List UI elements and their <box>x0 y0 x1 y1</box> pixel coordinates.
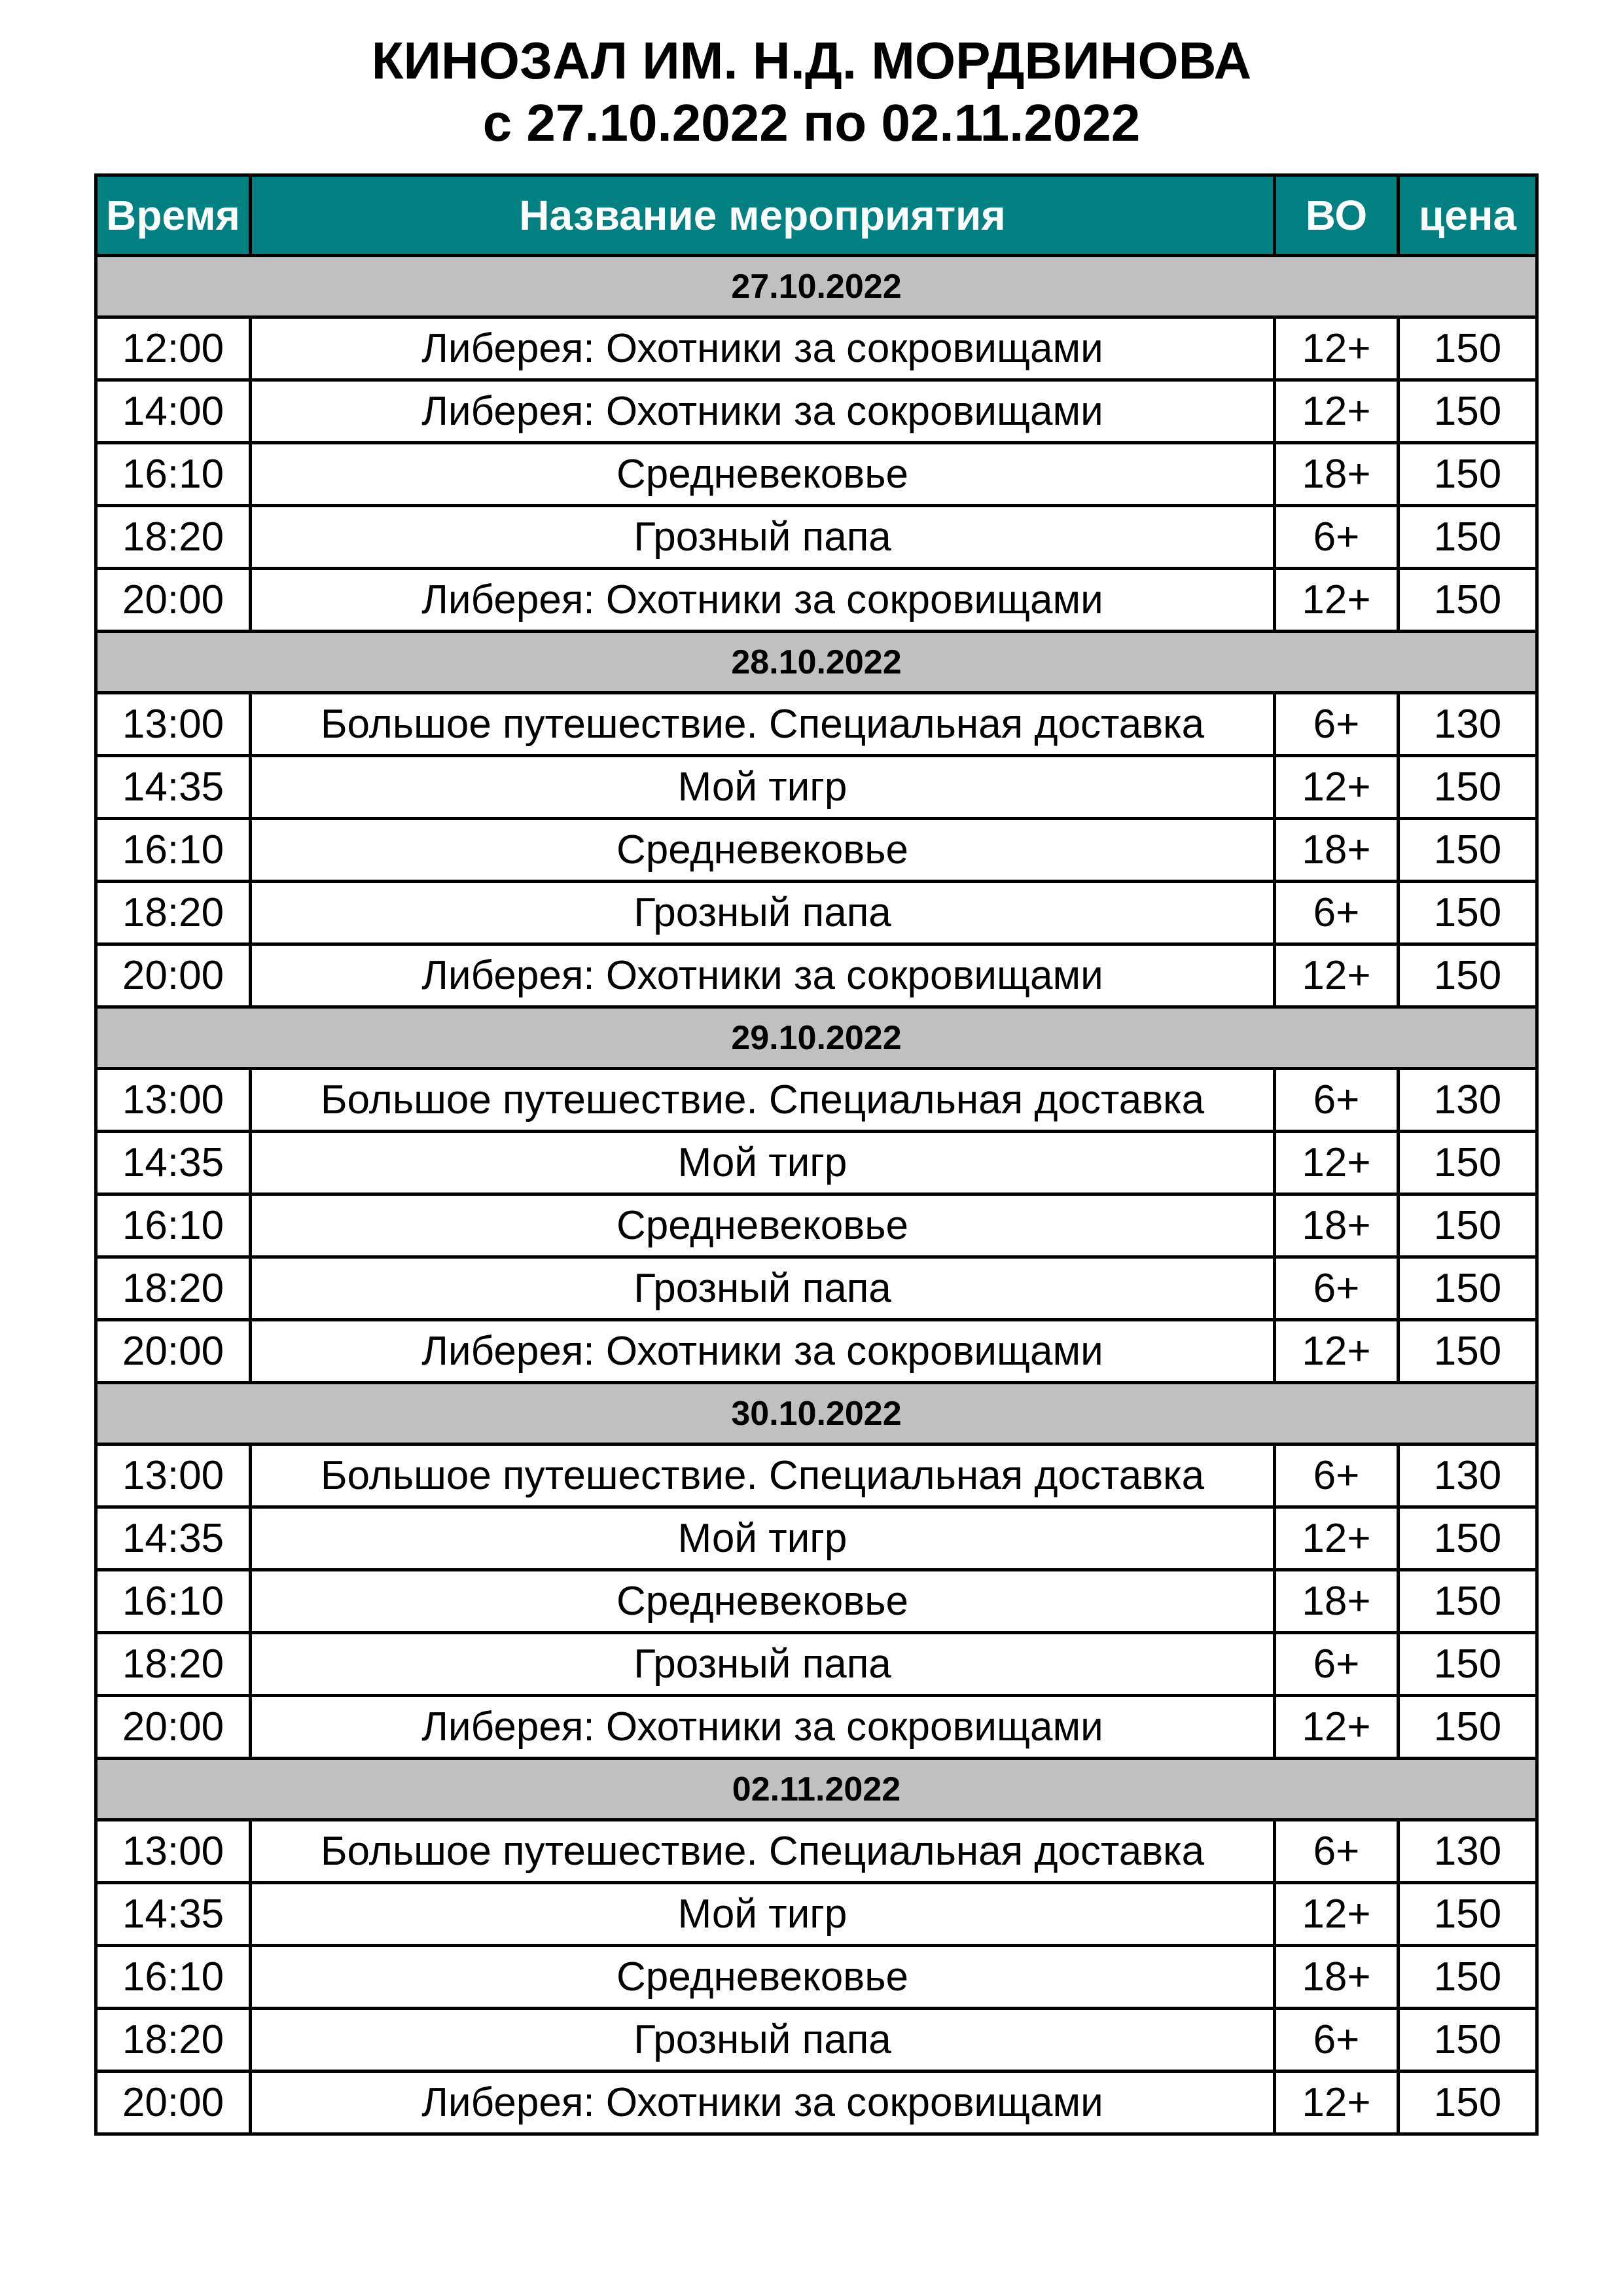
cell-age-rating: 12+ <box>1275 2072 1399 2134</box>
cell-price: 150 <box>1399 569 1537 632</box>
table-header-row <box>96 175 1537 256</box>
cell-event-name: Грозный папа <box>251 882 1275 944</box>
cell-price: 150 <box>1399 1633 1537 1696</box>
cell-price: 150 <box>1399 1946 1537 2009</box>
cell-price: 150 <box>1399 317 1537 380</box>
cell-price: 150 <box>1399 1194 1537 1257</box>
cell-age-rating: 18+ <box>1275 1570 1399 1633</box>
table-row <box>96 1257 1537 1320</box>
table-row <box>96 756 1537 819</box>
cell-age-rating: 12+ <box>1275 1320 1399 1383</box>
cell-time: 18:20 <box>96 2009 251 2072</box>
cell-age-rating: 18+ <box>1275 819 1399 882</box>
cell-time: 14:00 <box>96 380 251 443</box>
header-price: цена <box>1399 175 1537 256</box>
cell-age-rating: 6+ <box>1275 1257 1399 1320</box>
cell-time: 14:35 <box>96 1132 251 1194</box>
header-age-rating: ВО <box>1275 175 1399 256</box>
date-cell: 02.11.2022 <box>96 1759 1537 1820</box>
date-row <box>96 1383 1537 1444</box>
cell-price: 150 <box>1399 756 1537 819</box>
cell-age-rating: 6+ <box>1275 693 1399 756</box>
cell-time: 13:00 <box>96 693 251 756</box>
date-cell: 28.10.2022 <box>96 632 1537 693</box>
cell-price: 150 <box>1399 1570 1537 1633</box>
table-row <box>96 2072 1537 2134</box>
date-cell: 30.10.2022 <box>96 1383 1537 1444</box>
cell-time: 13:00 <box>96 1069 251 1132</box>
schedule-body <box>96 256 1537 2134</box>
cell-age-rating: 6+ <box>1275 1820 1399 1883</box>
table-row <box>96 882 1537 944</box>
cell-price: 150 <box>1399 1696 1537 1759</box>
cell-time: 18:20 <box>96 1257 251 1320</box>
cell-time: 18:20 <box>96 506 251 569</box>
table-row <box>96 569 1537 632</box>
cell-price: 150 <box>1399 1320 1537 1383</box>
cell-price: 150 <box>1399 882 1537 944</box>
table-row <box>96 1132 1537 1194</box>
cell-time: 16:10 <box>96 819 251 882</box>
table-row <box>96 944 1537 1007</box>
date-row <box>96 256 1537 317</box>
table-row <box>96 443 1537 506</box>
cell-price: 150 <box>1399 944 1537 1007</box>
cell-time: 20:00 <box>96 569 251 632</box>
cell-time: 16:10 <box>96 1194 251 1257</box>
table-row <box>96 1194 1537 1257</box>
cell-event-name: Грозный папа <box>251 506 1275 569</box>
cell-age-rating: 6+ <box>1275 882 1399 944</box>
cell-event-name: Большое путешествие. Специальная доставка <box>251 1069 1275 1132</box>
table-row <box>96 1570 1537 1633</box>
cell-event-name: Большое путешествие. Специальная доставка <box>251 1444 1275 1507</box>
cell-event-name: Грозный папа <box>251 1633 1275 1696</box>
cell-age-rating: 12+ <box>1275 756 1399 819</box>
cell-price: 130 <box>1399 1820 1537 1883</box>
cell-age-rating: 18+ <box>1275 443 1399 506</box>
cell-event-name: Либерея: Охотники за сокровищами <box>251 569 1275 632</box>
table-row <box>96 380 1537 443</box>
page-title <box>0 29 1623 154</box>
table-row <box>96 1883 1537 1946</box>
cell-age-rating: 12+ <box>1275 1507 1399 1570</box>
cell-price: 150 <box>1399 2072 1537 2134</box>
cell-event-name: Либерея: Охотники за сокровищами <box>251 317 1275 380</box>
cell-event-name: Либерея: Охотники за сокровищами <box>251 944 1275 1007</box>
cell-price: 150 <box>1399 1132 1537 1194</box>
cell-age-rating: 6+ <box>1275 1069 1399 1132</box>
cell-event-name: Средневековье <box>251 1946 1275 2009</box>
cell-time: 13:00 <box>96 1444 251 1507</box>
title-line-2: с 27.10.2022 по 02.11.2022 <box>482 94 1141 152</box>
cell-age-rating: 18+ <box>1275 1194 1399 1257</box>
table-row <box>96 1320 1537 1383</box>
cell-price: 150 <box>1399 443 1537 506</box>
cell-event-name: Большое путешествие. Специальная доставка <box>251 693 1275 756</box>
schedule-table <box>94 173 1539 2136</box>
cell-time: 12:00 <box>96 317 251 380</box>
date-row <box>96 632 1537 693</box>
cell-age-rating: 6+ <box>1275 1633 1399 1696</box>
cell-age-rating: 12+ <box>1275 380 1399 443</box>
table-row <box>96 1633 1537 1696</box>
cell-event-name: Либерея: Охотники за сокровищами <box>251 1696 1275 1759</box>
cell-time: 16:10 <box>96 1570 251 1633</box>
table-row <box>96 1507 1537 1570</box>
cell-age-rating: 12+ <box>1275 1696 1399 1759</box>
cell-event-name: Грозный папа <box>251 1257 1275 1320</box>
cell-price: 130 <box>1399 1444 1537 1507</box>
table-row <box>96 1820 1537 1883</box>
cell-price: 150 <box>1399 2009 1537 2072</box>
cell-age-rating: 12+ <box>1275 1132 1399 1194</box>
cell-age-rating: 6+ <box>1275 1444 1399 1507</box>
cell-event-name: Грозный папа <box>251 2009 1275 2072</box>
cell-age-rating: 18+ <box>1275 1946 1399 2009</box>
header-time: Время <box>96 175 251 256</box>
cell-time: 14:35 <box>96 1883 251 1946</box>
cell-time: 16:10 <box>96 443 251 506</box>
table-row <box>96 1069 1537 1132</box>
table-row <box>96 317 1537 380</box>
cell-age-rating: 12+ <box>1275 1883 1399 1946</box>
cell-price: 130 <box>1399 1069 1537 1132</box>
cell-price: 150 <box>1399 1883 1537 1946</box>
cell-event-name: Средневековье <box>251 1194 1275 1257</box>
cell-time: 13:00 <box>96 1820 251 1883</box>
cell-price: 150 <box>1399 380 1537 443</box>
cell-event-name: Средневековье <box>251 819 1275 882</box>
cell-age-rating: 12+ <box>1275 569 1399 632</box>
cell-time: 20:00 <box>96 944 251 1007</box>
cell-event-name: Средневековье <box>251 443 1275 506</box>
cell-time: 20:00 <box>96 2072 251 2134</box>
cell-time: 14:35 <box>96 1507 251 1570</box>
cell-event-name: Либерея: Охотники за сокровищами <box>251 1320 1275 1383</box>
cell-price: 150 <box>1399 506 1537 569</box>
cell-time: 18:20 <box>96 882 251 944</box>
date-row <box>96 1007 1537 1069</box>
cell-event-name: Мой тигр <box>251 1132 1275 1194</box>
date-cell: 29.10.2022 <box>96 1007 1537 1069</box>
cell-event-name: Мой тигр <box>251 1883 1275 1946</box>
title-line-1: КИНОЗАЛ ИМ. Н.Д. МОРДВИНОВА <box>371 31 1252 90</box>
table-row <box>96 693 1537 756</box>
cell-price: 150 <box>1399 1257 1537 1320</box>
cell-event-name: Средневековье <box>251 1570 1275 1633</box>
table-row <box>96 1696 1537 1759</box>
table-row <box>96 819 1537 882</box>
table-row <box>96 506 1537 569</box>
cell-time: 14:35 <box>96 756 251 819</box>
cell-age-rating: 12+ <box>1275 317 1399 380</box>
cell-event-name: Либерея: Охотники за сокровищами <box>251 2072 1275 2134</box>
cell-age-rating: 6+ <box>1275 506 1399 569</box>
cell-time: 20:00 <box>96 1696 251 1759</box>
cell-price: 150 <box>1399 1507 1537 1570</box>
cell-event-name: Либерея: Охотники за сокровищами <box>251 380 1275 443</box>
table-row <box>96 1444 1537 1507</box>
cell-event-name: Мой тигр <box>251 1507 1275 1570</box>
cell-age-rating: 12+ <box>1275 944 1399 1007</box>
cell-event-name: Большое путешествие. Специальная доставка <box>251 1820 1275 1883</box>
cell-event-name: Мой тигр <box>251 756 1275 819</box>
cell-time: 18:20 <box>96 1633 251 1696</box>
date-cell: 27.10.2022 <box>96 256 1537 317</box>
cell-time: 16:10 <box>96 1946 251 2009</box>
table-row <box>96 2009 1537 2072</box>
header-event-name: Название мероприятия <box>251 175 1275 256</box>
cell-price: 130 <box>1399 693 1537 756</box>
table-row <box>96 1946 1537 2009</box>
cell-time: 20:00 <box>96 1320 251 1383</box>
cell-price: 150 <box>1399 819 1537 882</box>
cell-age-rating: 6+ <box>1275 2009 1399 2072</box>
date-row <box>96 1759 1537 1820</box>
